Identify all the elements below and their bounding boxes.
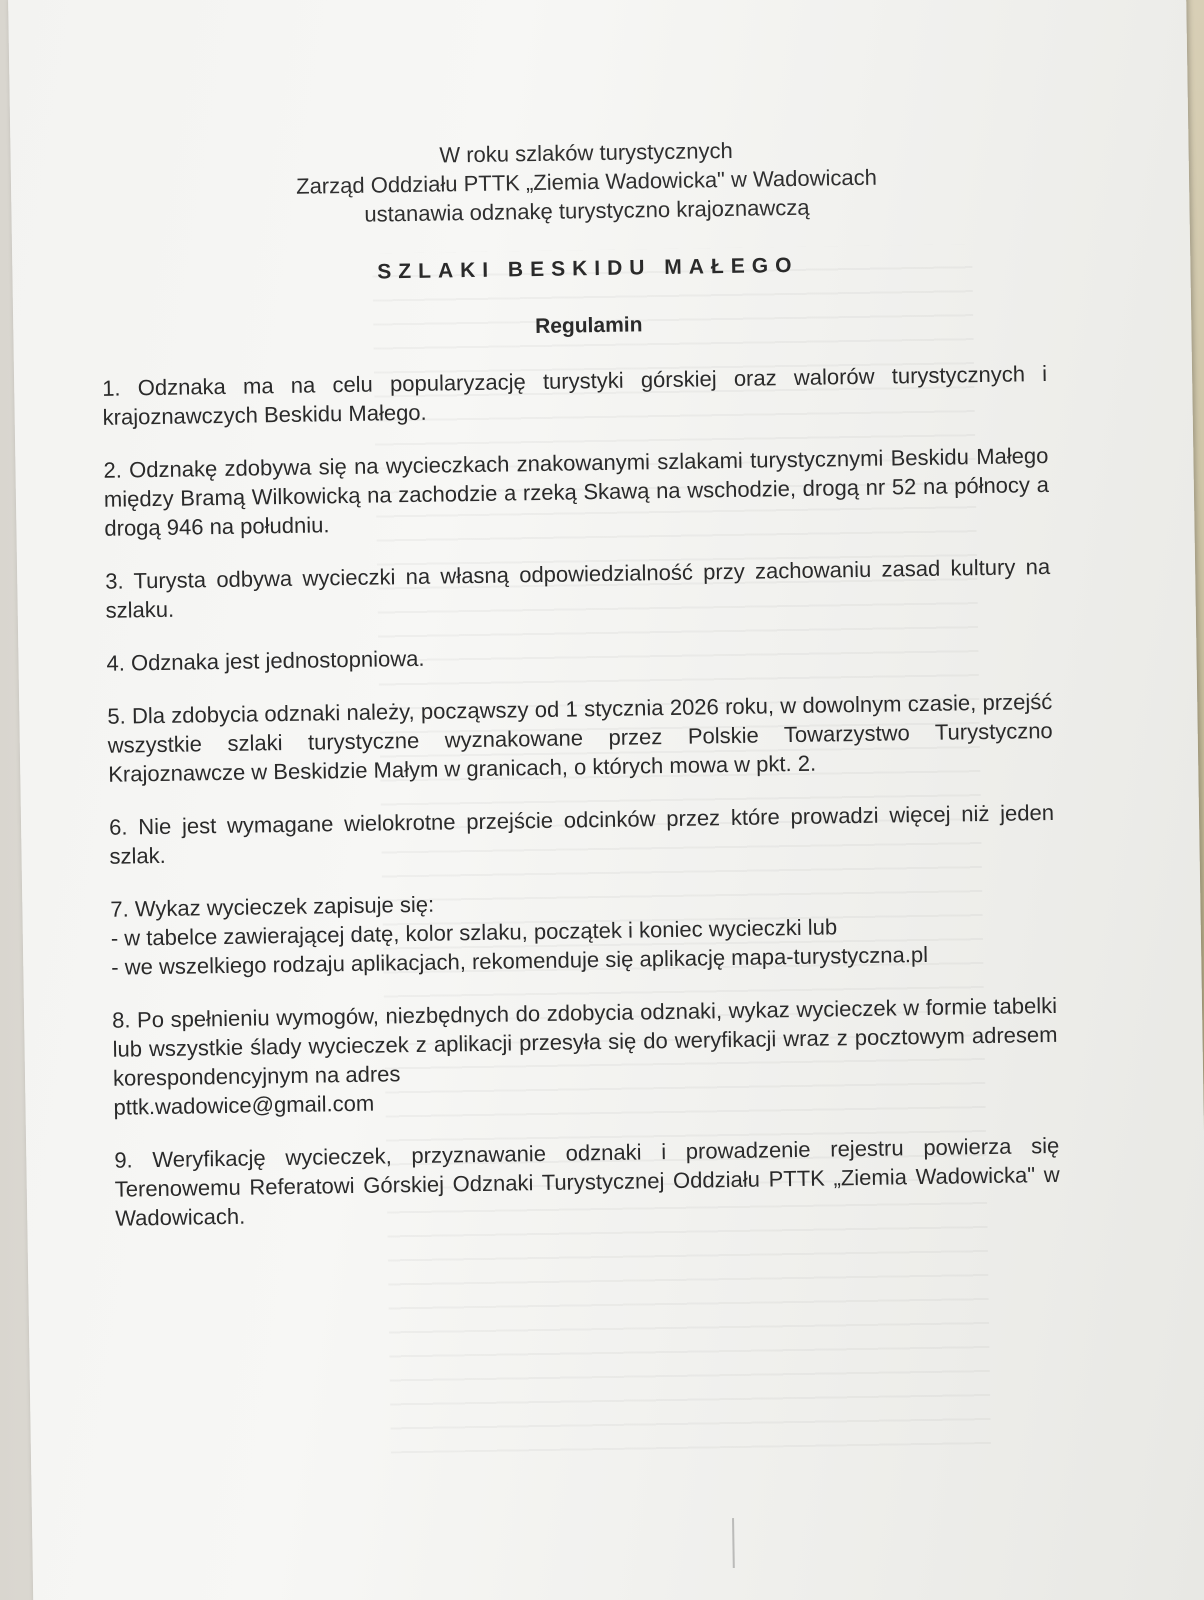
rule-item-7-option-1: - w tabelce zawierającej datę, kolor szlaku, początek i koniec wycieczki lub <box>110 914 838 951</box>
rule-item-8 <box>112 991 1059 1122</box>
rule-item-8-text: 8. Po spełnieniu wymogów, niezbędnych do zdobycia odznaki, wykaz wycieczek w formie tabelki lub wszystkie ślady wycieczek z aplikacji przesyła się do weryfikacji wraz z pocztowym adresem korespondencyjnym na adres <box>111 992 1058 1091</box>
rule-item-7-intro: 7. Wykaz wycieczek zapisuje się: <box>110 891 435 922</box>
rule-item-1: 1. Odznaka ma na celu popularyzację turystyki górskiej oraz walorów turystycznych i krajoznawczych Beskidu Małego. <box>101 360 1048 430</box>
rule-item-7-option-2: - we wszelkiego rodzaju aplikacjach, rekomenduje się aplikację mapa-turystyczna.pl <box>111 941 929 980</box>
paper-sheet <box>8 0 1204 1600</box>
document-header <box>128 131 1044 232</box>
header-line-2: Zarząd Oddziału PTTK „Ziemia Wadowicka" w Wadowicach <box>295 164 878 199</box>
document-title: SZLAKI BESKIDU MAŁEGO <box>377 253 799 284</box>
rule-item-4: 4. Odznaka jest jednostopniowa. <box>106 645 425 676</box>
rule-item-2: 2. Odznakę zdobywa się na wycieczkach znakowanymi szlakami turystycznymi Beskidu Małego między Bramą Wilkowicką na zachodzie a rzeką Skawą na wschodzie, drogą nr 52 na północy a drogą 946 na południu. <box>103 442 1050 541</box>
rule-item-5: 5. Dla zdobycia odznaki należy, począwszy od 1 stycznia 2026 roku, w dowolnym czasie, przejść wszystkie szlaki turystyczne wyznakowane przez Polskie Towarzystwo Turystyczno Krajoznawcze w Beskidzie Małym w granicach, o których mowa w pkt. 2. <box>107 688 1053 787</box>
document-subtitle: Regulamin <box>534 313 643 339</box>
rule-item-9: 9. Weryfikację wycieczek, przyznawanie odznaki i prowadzenie rejestru powierza się Terenowemu Referatowi Górskiej Odznaki Turystycznej Oddziału PTTK „Ziemia Wadowicka" w Wadowicach. <box>114 1132 1060 1231</box>
contact-email: pttk.wadowice@gmail.com <box>113 1090 375 1120</box>
rule-item-6: 6. Nie jest wymagane wielokrotne przejście odcinków przez które prowadzi więcej niż jeden szlak. <box>108 799 1055 869</box>
header-line-3: ustanawia odznakę turystyczno krajoznawczą <box>364 194 810 227</box>
header-line-1: W roku szlaków turystycznych <box>439 137 733 168</box>
pencil-mark <box>732 1518 735 1568</box>
rule-item-3: 3. Turysta odbywa wycieczki na własną odpowiedzialność przy zachowaniu zasad kultury na szlaku. <box>105 553 1051 623</box>
rule-item-7 <box>110 880 1056 982</box>
document-body <box>98 131 1060 1255</box>
